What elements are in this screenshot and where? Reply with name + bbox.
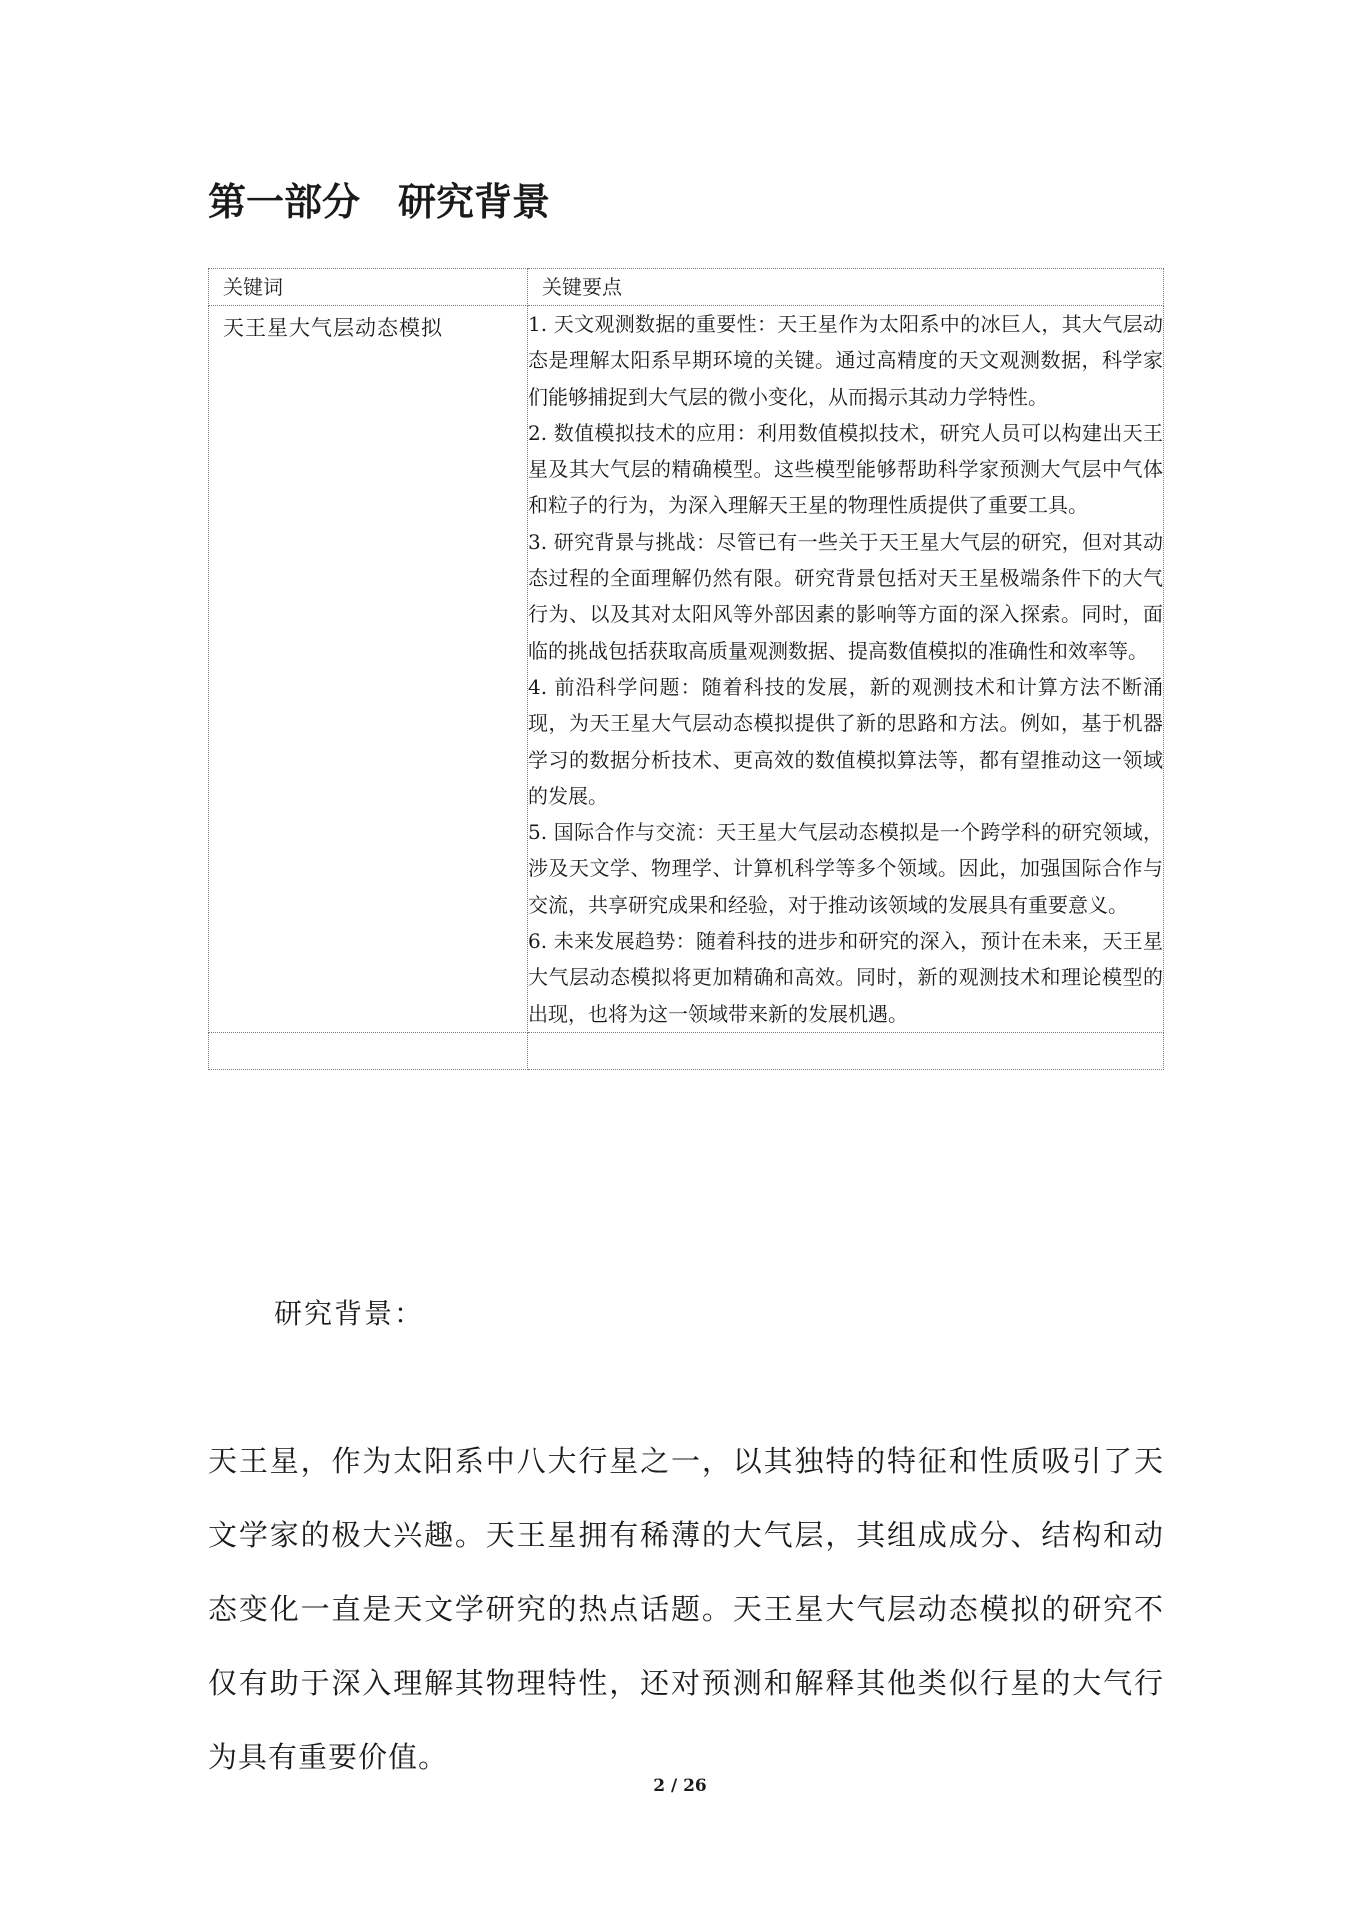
key-point-5: 5. 国际合作与交流：天王星大气层动态模拟是一个跨学科的研究领域，涉及天文学、物理学、计算机科学等多个领域。因此，加强国际合作与交流，共享研究成果和经验，对于推动该领域的发展具有重要意义。 (528, 820, 1163, 917)
page-number: 2 / 26 (653, 1776, 707, 1796)
key-point-2: 2. 数值模拟技术的应用：利用数值模拟技术，研究人员可以构建出天王星及其大气层的精确模型。这些模型能够帮助科学家预测大气层中气体和粒子的行为，为深入理解天王星的物理性质提供了重要工具。 (528, 420, 1163, 518)
empty-cell (528, 1032, 1164, 1069)
table-header-row (209, 269, 1164, 306)
key-point-6: 6. 未来发展趋势：随着科技的进步和研究的深入，预计在未来，天王星大气层动态模拟将更加精确和高效。同时，新的观测技术和理论模型的出现，也将为这一领域带来新的发展机遇。 (528, 929, 1163, 1026)
keyword-text: 天王星大气层动态模拟 (223, 316, 443, 340)
page-title: 第一部分 研究背景 (208, 179, 551, 224)
body-paragraph: 天王星，作为太阳系中八大行星之一，以其独特的特征和性质吸引了天文学家的极大兴趣。天王星拥有稀薄的大气层，其组成成分、结构和动态变化一直是天文学研究的热点话题。天王星大气层动态模拟的研究不仅有助于深入理解其物理特性，还对预测和解释其他类似行星的大气行为具有重要价值。 (208, 1444, 1164, 1774)
empty-cell (209, 1032, 528, 1069)
key-points-table (208, 268, 1164, 1070)
points-cell (528, 306, 1164, 1033)
header-cell-keyword (209, 269, 528, 306)
key-point-3: 3. 研究背景与挑战：尽管已有一些关于天王星大气层的研究，但对其动态过程的全面理解仍然有限。研究背景包括对天王星极端条件下的大气行为、以及其对太阳风等外部因素的影响等方面的深入探索。同时，面临的挑战包括获取高质量观测数据、提高数值模拟的准确性和效率等。 (528, 529, 1163, 663)
key-point-1: 1. 天文观测数据的重要性：天王星作为太阳系中的冰巨人，其大气层动态是理解太阳系早期环境的关键。通过高精度的天文观测数据，科学家们能够捕捉到大气层的微小变化，从而揭示其动力学特性。 (528, 312, 1163, 409)
header-keyword-label: 关键词 (223, 275, 283, 299)
header-cell-points (528, 269, 1164, 306)
header-points-label: 关键要点 (542, 275, 622, 299)
table-row (209, 306, 1164, 1033)
section-subheading: 研究背景： (274, 1297, 425, 1330)
key-point-4: 4. 前沿科学问题：随着科技的发展，新的观测技术和计算方法不断涌现，为天王星大气层动态模拟提供了新的思路和方法。例如，基于机器学习的数据分析技术、更高效的数值模拟算法等，都有望推动这一领域的发展。 (528, 674, 1163, 808)
keyword-cell (209, 306, 528, 1033)
table-empty-row (209, 1032, 1164, 1069)
